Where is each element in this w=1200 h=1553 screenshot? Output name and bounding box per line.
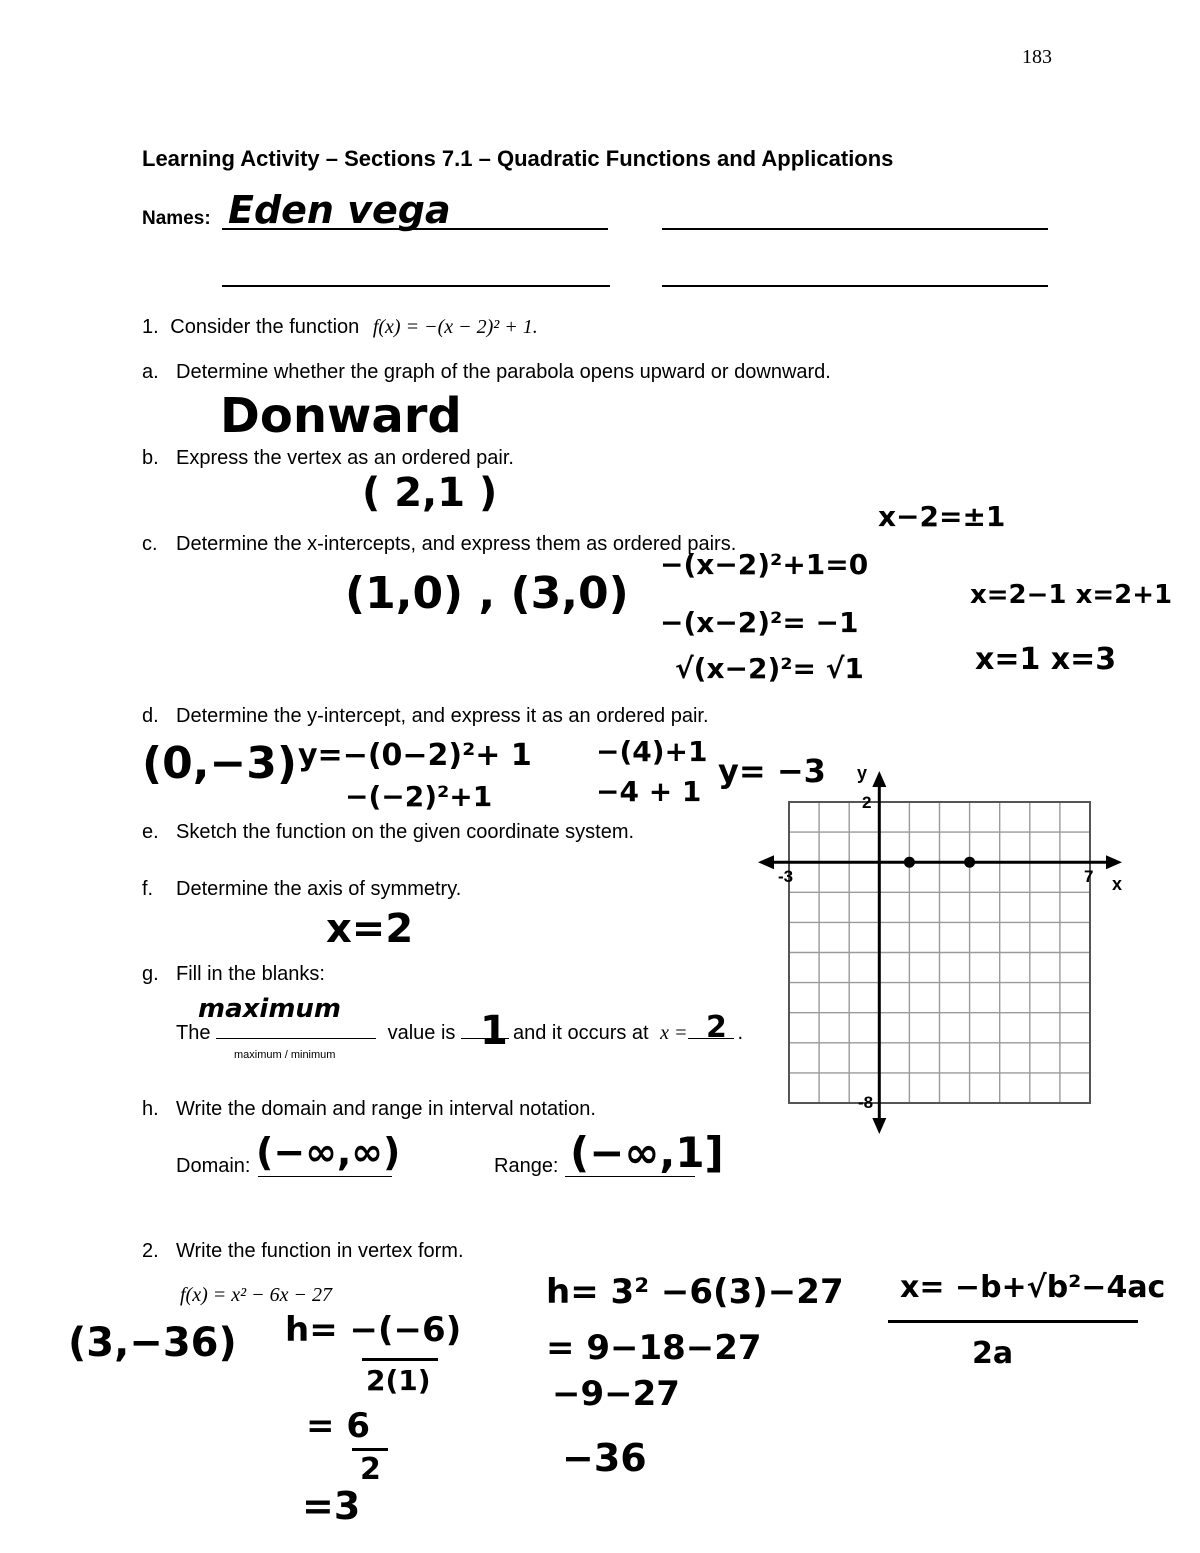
problem2-prompt [142, 1240, 464, 1263]
plotted-point [964, 857, 975, 868]
answer-a: Donward [220, 388, 462, 444]
question-c-letter: c. [142, 533, 158, 555]
k-work-3: −9−27 [552, 1374, 680, 1414]
y-axis-arrow-down [872, 1118, 886, 1134]
x-axis-arrow-right [1106, 855, 1122, 869]
fill-the: The [176, 1022, 211, 1044]
name-line-4 [662, 285, 1048, 287]
domain-answer: (−∞,∞) [256, 1130, 401, 1174]
question-b-text: Express the vertex as an ordered pair. [176, 447, 514, 469]
name-line-1 [222, 228, 608, 230]
question-d-text: Determine the y-intercept, and express it as an ordered pair. [176, 705, 709, 727]
work-c-4: x−2=±1 [878, 500, 1006, 533]
range-answer: (−∞,1] [570, 1128, 724, 1177]
k-work-2: = 9−18−27 [546, 1328, 762, 1368]
page-title: Learning Activity – Sections 7.1 – Quadratic Functions and Applications [142, 146, 894, 171]
fill-value-is: value is [387, 1022, 456, 1044]
answer-b: ( 2,1 ) [362, 470, 498, 516]
question-h [142, 1098, 596, 1121]
question-f-letter: f. [142, 878, 154, 900]
k-work-4: −36 [562, 1436, 647, 1480]
work-d-2: −(−2)²+1 [345, 780, 493, 813]
work-c-3: √(x−2)²= √1 [675, 652, 864, 685]
h-fraction-bar-2 [352, 1448, 388, 1451]
x-max-label: 7 [1084, 867, 1094, 886]
work-d-4: −4 + 1 [596, 775, 702, 808]
hint-max-min: maximum / minimum [234, 1049, 336, 1061]
question-e-text: Sketch the function on the given coordinate system. [176, 821, 635, 843]
name-line-2 [662, 228, 1048, 230]
fill-in-sentence [176, 1022, 743, 1045]
problem1-function: f(x) = −(x − 2)² + 1. [372, 316, 538, 338]
problem2-answer: (3,−36) [68, 1320, 237, 1366]
answer-d: (0,−3) [142, 738, 298, 789]
k-work-1: h= 3² −6(3)−27 [546, 1272, 844, 1312]
y-min-label: -8 [858, 1093, 874, 1112]
problem1-prompt-text: Consider the function [170, 316, 360, 338]
question-g [142, 963, 325, 986]
work-c-1: −(x−2)²+1=0 [660, 548, 869, 581]
question-c-text: Determine the x-intercepts, and express them as ordered pairs. [176, 533, 737, 555]
problem1-prompt [142, 316, 538, 339]
problem2-function: f(x) = x² − 6x − 27 [180, 1284, 332, 1306]
name-handwritten: Eden vega [228, 188, 451, 232]
page-number: 183 [1022, 46, 1052, 68]
formula-numerator: x= −b+√b²−4ac [900, 1270, 1166, 1305]
coordinate-graph [756, 765, 1136, 1145]
answer-c: (1,0) , (3,0) [345, 568, 629, 619]
fill-occurs: and it occurs at [512, 1022, 649, 1044]
y-axis-label: y [857, 763, 868, 783]
formula-bar [888, 1320, 1138, 1323]
h-work-3: = 6 [306, 1406, 370, 1446]
question-a-text: Determine whether the graph of the parabola opens upward or downward. [176, 361, 831, 383]
fill-x-eq: x = [660, 1022, 688, 1044]
answer-f: x=2 [326, 906, 414, 952]
domain-line [258, 1176, 392, 1177]
question-c [142, 533, 736, 556]
x-min-label: -3 [778, 867, 794, 886]
graph-grid [789, 802, 1090, 1103]
range-label: Range: [494, 1155, 559, 1177]
problem2-number: 2. [142, 1240, 159, 1262]
y-max-label: 2 [862, 793, 872, 812]
h-fraction-bar-1 [362, 1358, 438, 1361]
h-work-5: =3 [302, 1484, 361, 1528]
question-g-letter: g. [142, 963, 159, 985]
h-work-4: 2 [360, 1452, 381, 1487]
names-label: Names: [142, 208, 211, 229]
x-axis-label: x [1112, 874, 1123, 894]
blank-x-answer: 2 [706, 1010, 727, 1045]
question-a-letter: a. [142, 361, 159, 383]
name-line-3 [222, 285, 610, 287]
work-d-5: y= −3 [718, 752, 826, 790]
blank-value-answer: 1 [480, 1008, 508, 1054]
question-h-text: Write the domain and range in interval notation. [176, 1098, 596, 1120]
question-d [142, 705, 709, 728]
formula-denominator: 2a [972, 1336, 1014, 1371]
fill-period: . [737, 1022, 744, 1044]
work-c-2: −(x−2)²= −1 [660, 606, 859, 639]
question-d-letter: d. [142, 705, 159, 727]
problem2-text: Write the function in vertex form. [176, 1240, 464, 1262]
question-f [142, 878, 461, 901]
question-f-text: Determine the axis of symmetry. [176, 878, 462, 900]
blank-maximum-answer: maximum [198, 994, 342, 1024]
question-h-letter: h. [142, 1098, 159, 1120]
question-b-letter: b. [142, 447, 159, 469]
question-e-letter: e. [142, 821, 159, 843]
x-axis-arrow-left [758, 855, 774, 869]
work-c-5: x=2−1 x=2+1 [970, 580, 1173, 610]
work-d-1: y=−(0−2)²+ 1 [298, 738, 532, 773]
h-work-1: h= −(−6) [285, 1310, 462, 1350]
domain-label: Domain: [176, 1155, 251, 1177]
question-g-text: Fill in the blanks: [176, 963, 325, 985]
question-e [142, 821, 634, 844]
blank-max-min [216, 1038, 376, 1039]
y-axis-arrow-up [872, 771, 886, 787]
h-work-2: 2(1) [366, 1364, 431, 1397]
work-d-3: −(4)+1 [596, 735, 708, 768]
work-c-6: x=1 x=3 [975, 642, 1117, 677]
question-a [142, 361, 831, 384]
plotted-point [904, 857, 915, 868]
question-b [142, 447, 514, 470]
problem1-number: 1. [142, 316, 159, 338]
